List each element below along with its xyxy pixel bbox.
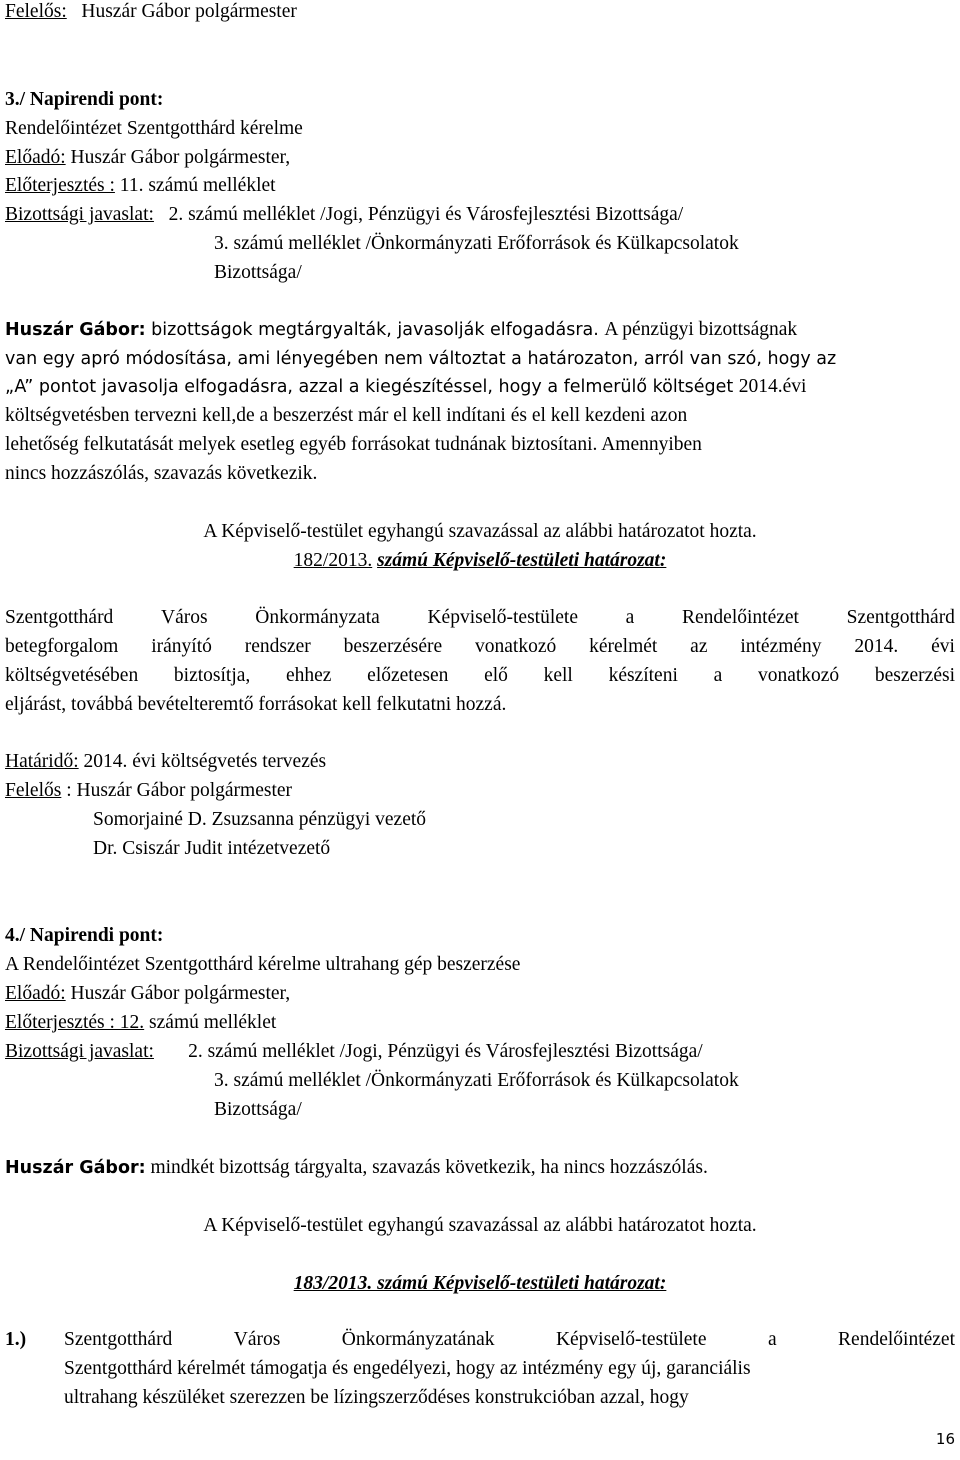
speech-line-6: nincs hozzászólás, szavazás következik. <box>5 463 318 484</box>
w: Szentgotthárd <box>846 607 955 628</box>
agenda-item-4-presenter <box>5 982 290 1006</box>
w: elő <box>484 665 508 686</box>
responsible-3: Dr. Csiszár Judit intézetvezető <box>93 838 331 859</box>
w: irányító <box>151 636 212 657</box>
presenter-label: Előadó: <box>5 983 66 1004</box>
resolution-182-line-4: eljárást, továbbá bevételteremtő forrásokat kell felkutatni hozzá. <box>5 694 507 715</box>
point-number <box>5 1328 26 1352</box>
w: kell <box>543 665 573 686</box>
w: a <box>625 607 635 628</box>
point-number-text: 1.) <box>5 1329 27 1350</box>
speech-line-2: van egy apró módosítása, ami lényegében nem változtat a határozaton, arról van szó, hogy az <box>5 349 837 369</box>
resolution-title-text: számú Képviselő-testületi határozat: <box>377 550 667 571</box>
resolution-182-line-2 <box>5 635 955 659</box>
committee-proposal-1: 2. számú melléklet /Jogi, Pénzügyi és Városfejlesztési Bizottsága/ <box>168 204 684 225</box>
agenda-item-3-title: Rendelőintézet Szentgotthárd kérelme <box>5 118 303 139</box>
point-1-line-3: ultrahang készüléket szerezzen be lízingszerződéses konstrukcióban azzal, hogy <box>64 1387 689 1408</box>
submission-label: Előterjesztés : <box>5 175 115 196</box>
speech-text: mindkét bizottság tárgyalta, szavazás következik, ha nincs hozzászólás. <box>150 1157 708 1178</box>
committee-proposal-label: Bizottsági javaslat: <box>5 204 154 225</box>
w: készíteni <box>608 665 678 686</box>
committee-proposal-label: Bizottsági javaslat: <box>5 1041 154 1062</box>
w: beszerzésére <box>343 636 443 657</box>
resolution-182-line-3 <box>5 664 955 688</box>
w: rendszer <box>244 636 311 657</box>
agenda-item-3-submission <box>5 174 276 198</box>
w: vonatkozó <box>757 665 840 686</box>
point-1-line-1 <box>64 1328 955 1352</box>
speaker-name: Huszár Gábor: <box>5 1158 146 1178</box>
responsible-label-2: Felelős <box>5 780 62 801</box>
vote-statement-2: A Képviselő-testület egyhangú szavazással az alábbi határozatot hozta. <box>203 1215 757 1236</box>
speech-line-5 <box>5 433 702 457</box>
speaker-name: Huszár Gábor: <box>5 320 146 340</box>
resolution-182-title <box>0 549 960 573</box>
presenter-value: Huszár Gábor polgármester, <box>70 983 291 1004</box>
resolution-title-text: 183/2013. számú Képviselő-testületi határozat: <box>293 1273 667 1294</box>
w: ehhez <box>286 665 332 686</box>
responsible-line <box>5 779 292 803</box>
speech-line-1 <box>5 318 797 342</box>
w: beszerzési <box>874 665 955 686</box>
w: Város <box>160 607 208 628</box>
agenda-item-3-committee-proposal <box>5 203 683 227</box>
committee-proposal-3: Bizottsága/ <box>214 262 302 283</box>
speech-text-3b: 2014.évi <box>738 376 807 397</box>
committee-proposal-2: 3. számú melléklet /Önkormányzati Erőforrások és Külkapcsolatok <box>214 233 739 254</box>
point-1-line-2: Szentgotthárd kérelmét támogatja és engedélyezi, hogy az intézmény egy új, garanciális <box>64 1358 751 1379</box>
top-responsible-line <box>5 0 297 24</box>
w: biztosítja, <box>173 665 251 686</box>
w: vonatkozó <box>475 636 557 657</box>
w: betegforgalom <box>5 636 119 657</box>
speech-text-5b: Amennyiben <box>601 434 702 455</box>
w: költségvetésében <box>5 665 139 686</box>
w: Szentgotthárd <box>64 1329 173 1350</box>
w: kérelmét <box>589 636 658 657</box>
w: 2014. <box>854 636 899 657</box>
w: Rendelőintézet <box>682 607 799 628</box>
committee-proposal-2: 3. számú melléklet /Önkormányzati Erőforrások és Külkapcsolatok <box>214 1070 739 1091</box>
committee-proposal-3: Bizottsága/ <box>214 1099 302 1120</box>
w: az <box>690 636 708 657</box>
resolution-number: 182/2013. <box>293 550 373 571</box>
speech-line-3 <box>5 375 806 399</box>
committee-proposal-1: 2. számú melléklet /Jogi, Pénzügyi és Városfejlesztési Bizottsága/ <box>188 1041 703 1062</box>
resolution-182-line-1 <box>5 606 955 630</box>
responsible-value: Huszár Gábor polgármester <box>81 1 297 22</box>
presenter-value: Huszár Gábor polgármester, <box>70 147 291 168</box>
speech-line-4: költségvetésben tervezni kell,de a beszerzést már el kell indítani és el kell kezdeni azon <box>5 405 688 426</box>
w: intézmény <box>740 636 822 657</box>
speech-text-1b: A pénzügyi bizottságnak <box>604 319 798 340</box>
w: Képviselő-testülete <box>555 1329 707 1350</box>
w: Önkormányzatának <box>341 1329 495 1350</box>
vote-statement-1: A Képviselő-testület egyhangú szavazással az alábbi határozatot hozta. <box>203 521 757 542</box>
agenda-item-4-committee-proposal <box>5 1040 703 1064</box>
speech-text-5a: lehetőség felkutatását melyek esetleg egyéb forrásokat tudnának biztosítani. <box>5 434 598 455</box>
w: Képviselő-testülete <box>427 607 578 628</box>
w: a <box>713 665 723 686</box>
deadline-label: Határidő: <box>5 751 79 772</box>
speech-line-item-4 <box>5 1156 708 1180</box>
agenda-item-4-title: A Rendelőintézet Szentgotthárd kérelme ultrahang gép beszerzése <box>5 954 521 975</box>
presenter-label: Előadó: <box>5 147 66 168</box>
responsible-label: Felelős: <box>5 1 67 22</box>
agenda-item-4-submission <box>5 1011 276 1035</box>
responsible-value-2: : Huszár Gábor polgármester <box>66 780 293 801</box>
page-number: 16 <box>935 1430 955 1448</box>
deadline-value: 2014. évi költségvetés tervezés <box>83 751 327 772</box>
agenda-item-3-presenter <box>5 146 290 170</box>
w: Város <box>233 1329 281 1350</box>
w: Szentgotthárd <box>5 607 114 628</box>
w: évi <box>931 636 955 657</box>
responsible-2: Somorjainé D. Zsuzsanna pénzügyi vezető <box>93 809 427 830</box>
w: Rendelőintézet <box>838 1329 955 1350</box>
deadline-line <box>5 750 326 774</box>
submission-value: számú melléklet <box>149 1012 277 1033</box>
speech-text-1a: bizottságok megtárgyalták, javasolják elfogadásra. <box>151 320 599 340</box>
resolution-183-title <box>0 1272 960 1296</box>
submission-label: Előterjesztés : 12. <box>5 1012 145 1033</box>
w: a <box>767 1329 777 1350</box>
speech-text-3a: „A” pontot javasolja elfogadásra, azzal a kiegészítéssel, hogy a felmerülő költséget <box>5 377 734 397</box>
agenda-item-4-heading: 4./ Napirendi pont: <box>5 925 164 946</box>
w: előzetesen <box>367 665 449 686</box>
agenda-item-3-heading: 3./ Napirendi pont: <box>5 89 164 110</box>
w: Önkormányzata <box>255 607 380 628</box>
submission-value: 11. számú melléklet <box>119 175 276 196</box>
